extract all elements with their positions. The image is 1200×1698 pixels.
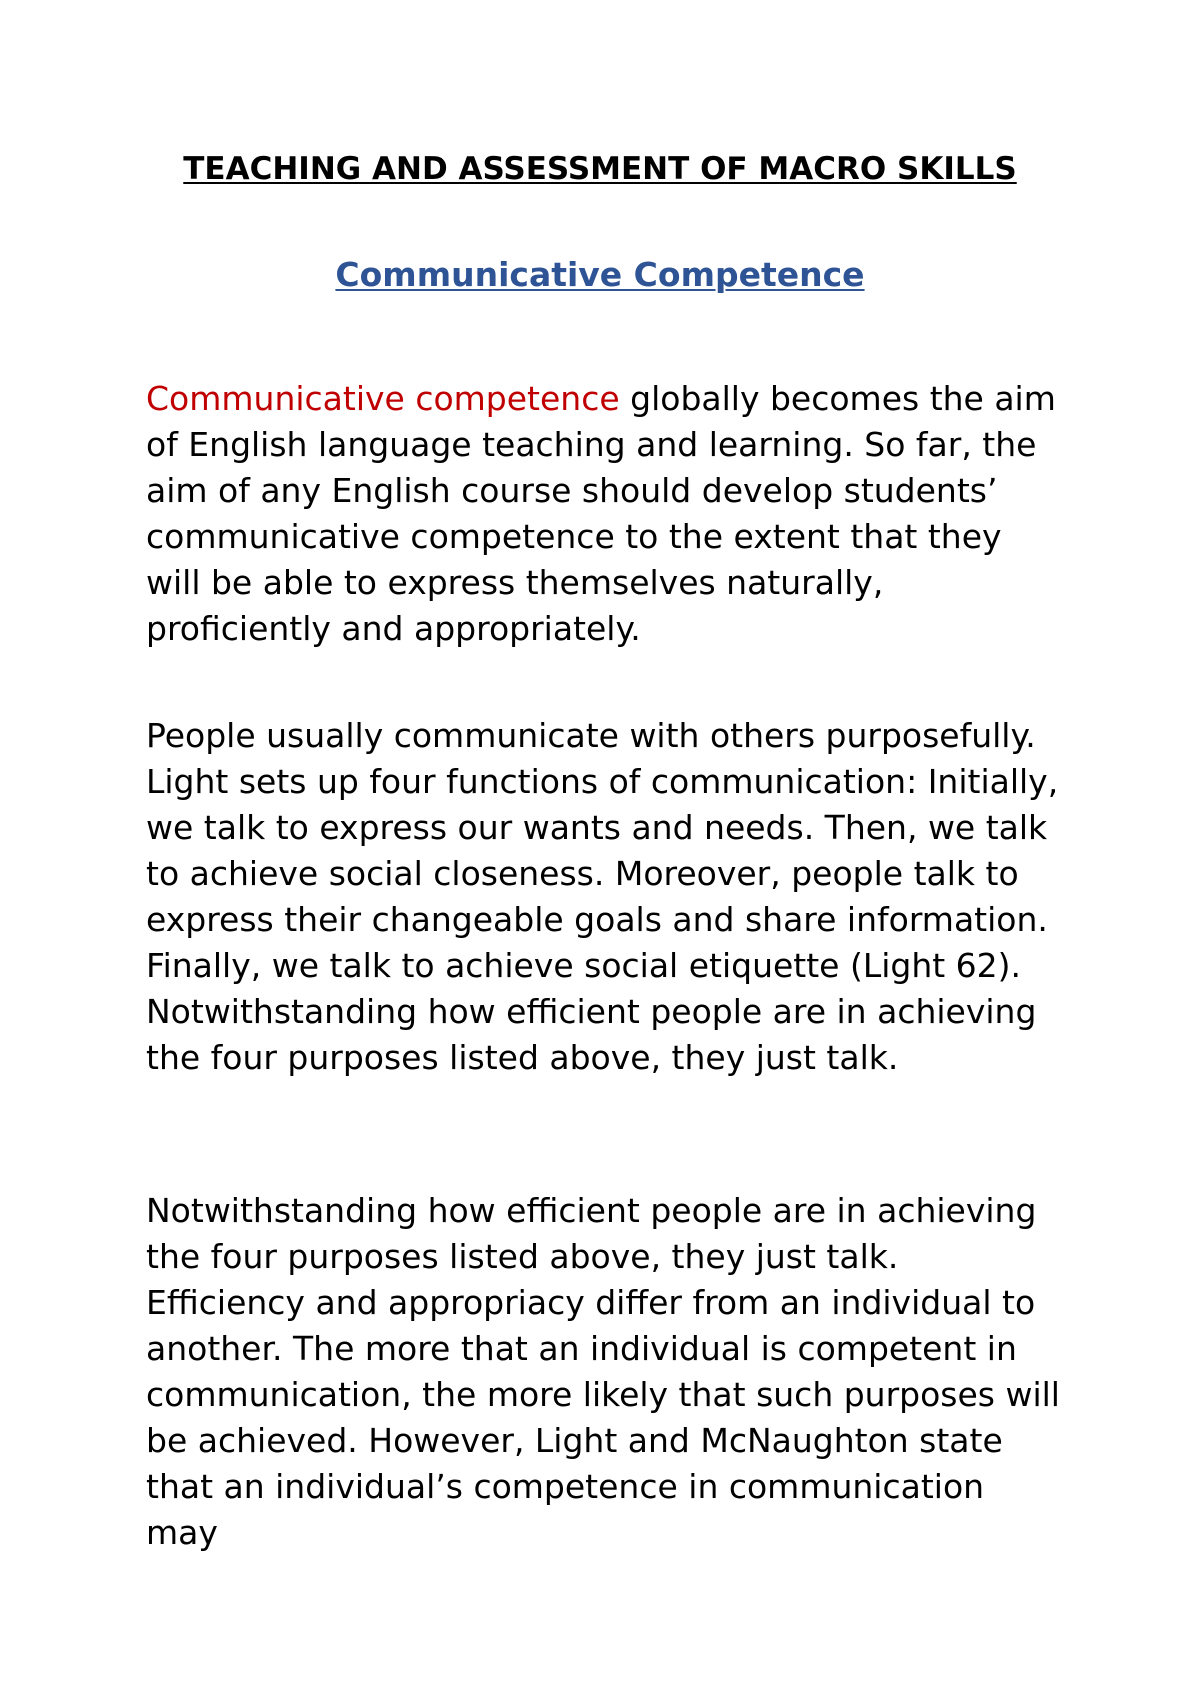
section-heading: Communicative Competence (335, 255, 865, 294)
document-title: TEACHING AND ASSESSMENT OF MACRO SKILLS (183, 151, 1017, 187)
highlighted-term: Communicative competence (146, 379, 620, 418)
paragraph-1 (146, 376, 1066, 652)
paragraph-1-text: globally becomes the aim of English language teaching and learning. So far, the aim of any English course should develop students’ communicative competence to the extent that they will be able to express themselves naturally, proficiently and appropriately. (146, 379, 1056, 648)
paragraph-2: People usually communicate with others purposefully. Light sets up four functions of communication: Initially, we talk to express our wants and needs. Then, we talk to achieve social closeness. Moreover, people talk to express their changeable goals and share information. Finally, we talk to achieve social etiquette (Light 62). Notwithstanding how efficient people are in achieving the four purposes listed above, they just talk. (146, 716, 1059, 1077)
paragraph-3: Notwithstanding how efficient people are in achieving the four purposes listed above, they just talk. Efficiency and appropriacy differ from an individual to another. The more that an individual is competent in communication, the more likely that such purposes will be achieved. However, Light and McNaughton state that an individual’s competence in communication may (146, 1191, 1060, 1552)
